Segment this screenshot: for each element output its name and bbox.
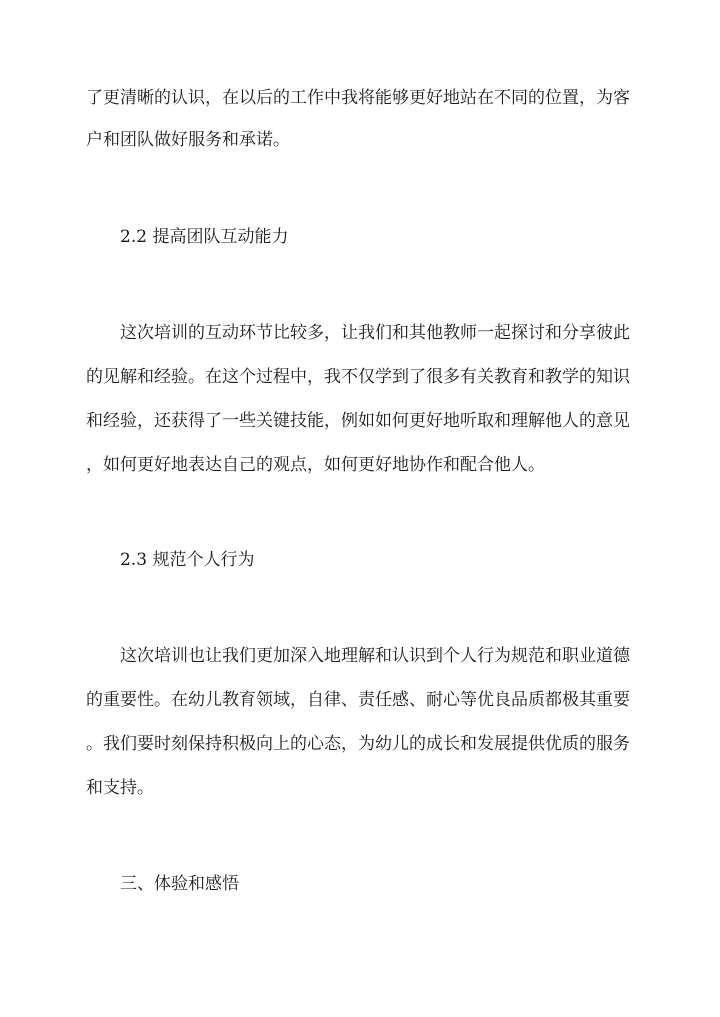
section-heading-2-3: 2.3 规范个人行为 bbox=[120, 550, 255, 570]
section-2-3-line-3: 。我们要时刻保持积极向上的心态，为幼儿的成长和发展提供优质的服务 bbox=[86, 734, 630, 754]
section-2-2-line-1: 这次培训的互动环节比较多，让我们和其他教师一起探讨和分享彼此 bbox=[120, 323, 630, 343]
section-2-3-line-4: 和支持。 bbox=[86, 778, 154, 798]
intro-line-2: 户和团队做好服务和承诺。 bbox=[86, 130, 290, 150]
section-2-2-line-3: 和经验，还获得了一些关键技能，例如如何更好地听取和理解他人的意见 bbox=[86, 411, 630, 431]
section-2-2-line-4: ，如何更好地表达自己的观点，如何更好地协作和配合他人。 bbox=[86, 455, 545, 475]
section-heading-3: 三、体验和感悟 bbox=[120, 874, 239, 894]
section-heading-2-2: 2.2 提高团队互动能力 bbox=[120, 227, 289, 247]
section-2-3-line-1: 这次培训也让我们更加深入地理解和认识到个人行为规范和职业道德 bbox=[120, 646, 630, 666]
section-2-3-line-2: 的重要性。在幼儿教育领域，自律、责任感、耐心等优良品质都极其重要 bbox=[86, 690, 630, 710]
intro-line-1: 了更清晰的认识，在以后的工作中我将能够更好地站在不同的位置，为客 bbox=[86, 88, 630, 108]
section-2-2-line-2: 的见解和经验。在这个过程中，我不仅学到了很多有关教育和教学的知识 bbox=[86, 367, 630, 387]
